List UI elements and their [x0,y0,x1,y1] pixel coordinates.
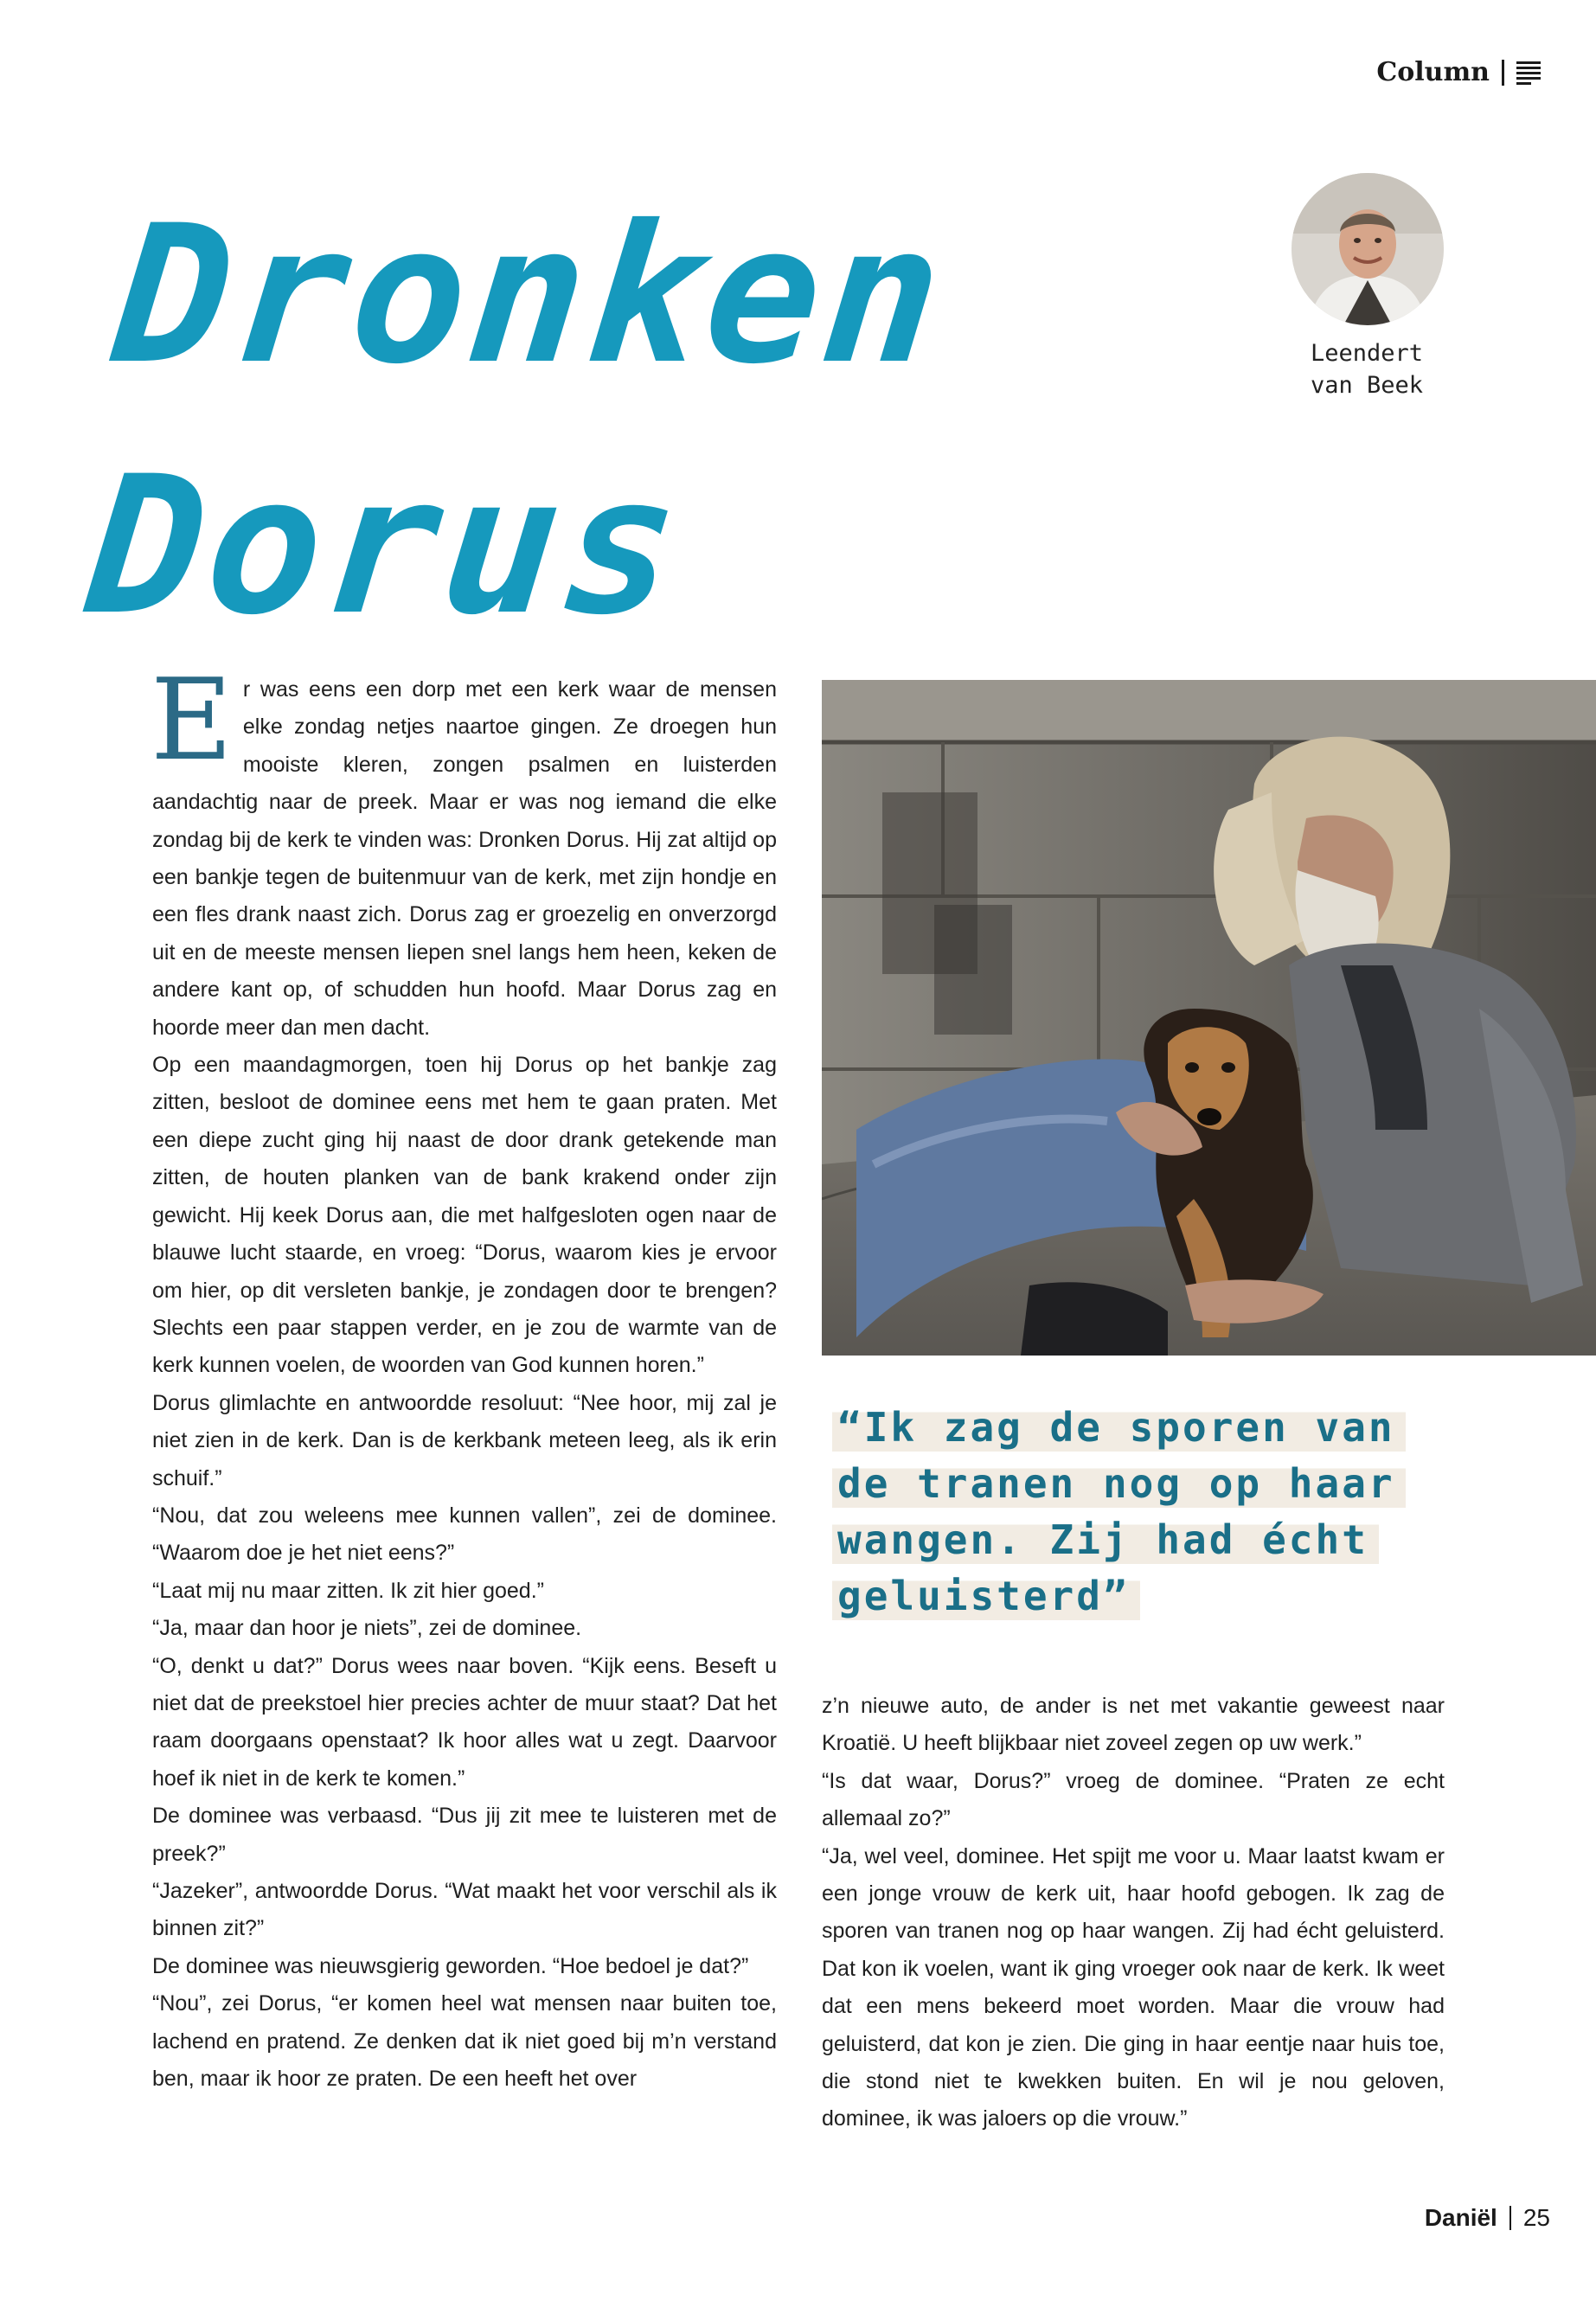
footer-divider [1509,2206,1511,2230]
author-last-name: van Beek [1311,372,1424,399]
page-footer [1425,2204,1550,2232]
paragraph: “Is dat waar, Dorus?” vroeg de dominee. “Praten ze echt allemaal zo?” [822,1768,1445,1831]
paragraph-text: r was eens een dorp met een kerk waar de mensen elke zondag netjes naartoe gingen. Ze droegen hun mooiste kleren, zongen psalmen en luisterden aandachtig naar de preek. Maar er was nog iemand die elke zondag bij de kerk te vinden was: Dronken Dorus. Hij zat altijd op een bankje tegen de buitenmuur van de kerk, met zijn hondje en een fles drank naast zich. Dorus zag er groezelig en onverzorgd uit en de meeste mensen liepen snel langs hem heen, keken de andere kant op, of schudden hun hoofd. Maar Dorus zag en hoorde meer dan men dacht. [152,677,777,1040]
article-photo [822,680,1596,1356]
paragraph: “Jazeker”, antwoordde Dorus. “Wat maakt het voor verschil als ik binnen zit?” [152,1879,777,1941]
title-line-2: Dorus [78,435,692,657]
page-number: 25 [1522,2204,1550,2231]
paragraph [151,654,777,1047]
paragraph: “O, denkt u dat?” Dorus wees naar boven. “Kijk eens. Beseft u niet dat de preekstoel hier precies achter de muur staat? Dat het raam doorgaans openstaat? Ik hoor alles wat u zegt. Daarvoor hoef ik niet in de kerk te komen.” [152,1653,777,1791]
paragraph: Dorus glimlachte en antwoordde resoluut: “Nee hoor, mij zal je niet zien in de kerk. Dan is de kerkbank meteen leeg, als ik erin schuif.” [152,1390,777,1490]
drop-cap: E [151,654,233,785]
pull-quote [832,1400,1438,1625]
magazine-name: Daniël [1424,2204,1497,2231]
author-block [1292,173,1445,401]
section-label: Column [1376,57,1490,87]
author-name [1311,337,1445,401]
quote-line: de tranen nog op haar [832,1456,1406,1512]
article-title [77,170,956,671]
body-column-right [822,1688,1445,2138]
author-first-name: Leendert [1311,340,1424,367]
paragraph: “Nou”, zei Dorus, “er komen heel wat mensen naar buiten toe, lachend en pratend. Ze denken dat ik niet goed bij m’n verstand ben, maar ik hoor ze praten. De een heeft het over [152,1991,777,2092]
paragraph: “Ja, maar dan hoor je niets”, zei de dominee. [152,1616,582,1641]
paragraph: De dominee was verbaasd. “Dus jij zit mee te luisteren met de preek?” [152,1804,777,1866]
quote-line: geluisterd” [832,1568,1140,1625]
header-divider [1502,60,1504,86]
quote-line: “Ik zag de sporen van [832,1400,1406,1456]
paragraph: De dominee was nieuwsgierig geworden. “Hoe bedoel je dat?” [152,1953,749,1978]
title-line-1: Dronken [105,184,955,406]
paragraph: “Nou, dat zou weleens mee kunnen vallen”, zei de dominee. “Waarom doe je het niet eens?” [152,1503,777,1566]
paragraph: “Laat mij nu maar zitten. Ik zit hier goed.” [152,1578,544,1603]
paragraph: “Ja, wel veel, dominee. Het spijt me voor u. Maar laatst kwam er een jonge vrouw de kerk uit, haar hoofd gebogen. Ik zag de sporen van tranen nog op haar wangen. Zij had écht geluisterd. Dat kon ik voelen, want ik ging vroeger ook naar de kerk. Ik weet dat een mens bekeerd moet worden. Maar die vrouw had geluisterd, dat kon je zien. Die ging in haar eentje naar huis toe, die stond niet te kwekken buiten. En wil je nou geloven, dominee, ik was jaloers op die vrouw.” [822,1843,1445,2131]
paragraph: Op een maandagmorgen, toen hij Dorus op het bankje zag zitten, besloot de dominee eens met hem te gaan praten. Met een diepe zucht ging hij naast de door drank getekende man zitten, de houten planken van de bank krakend onder zijn gewicht. Hij keek Dorus aan, die met halfgesloten ogen naar de blauwe lucht staarde, en vroeg: “Dorus, waarom kies je ervoor om hier, op dit versleten bankje, je zondagen door te brengen? Slechts een paar stappen verder, en je zou de warmte van de kerk kunnen voelen, de woorden van God kunnen horen.” [152,1053,777,1378]
body-column-left [151,654,777,2098]
section-header [1376,57,1542,87]
paragraph: z’n nieuwe auto, de ander is net met vakantie geweest naar Kroatië. U heeft blijkbaar niet zoveel zegen op uw werk.” [822,1694,1445,1756]
text-lines-icon [1516,61,1542,85]
quote-line: wangen. Zij had écht [832,1512,1379,1568]
author-avatar [1292,173,1444,325]
